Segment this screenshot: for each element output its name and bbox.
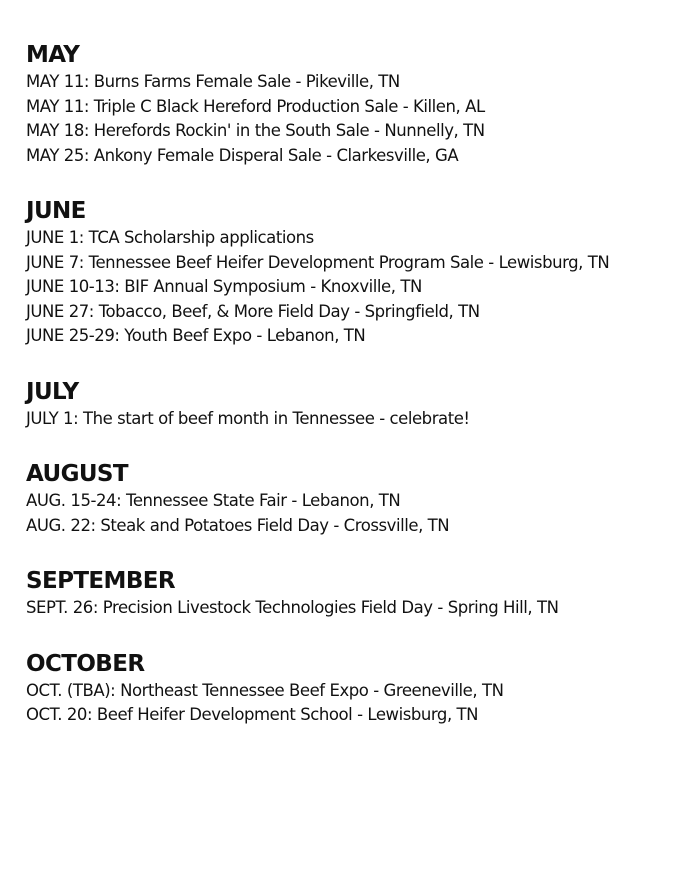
month-section-july [26,377,678,432]
month-heading: MAY [26,42,80,68]
month-heading: JUNE [26,198,86,224]
event-list [26,407,678,432]
event-item: OCT. (TBA): Northeast Tennessee Beef Expo - Greeneville, TN [26,680,504,700]
month-heading: AUGUST [26,461,128,487]
event-list [26,596,678,621]
event-item: JUNE 1: TCA Scholarship applications [26,228,314,247]
event-item: MAY 11: Burns Farms Female Sale - Pikeville, TN [26,72,400,91]
month-section-may [26,40,678,168]
event-list [26,70,678,168]
month-heading: OCTOBER [26,650,145,677]
event-item: JUNE 7: Tennessee Beef Heifer Development Program Sale - Lewisburg, TN [26,252,610,272]
event-item: JUNE 27: Tobacco, Beef, & More Field Day - Springfield, TN [26,301,480,321]
event-list [26,679,678,728]
month-section-september [26,566,678,621]
event-item: MAY 18: Herefords Rockin' in the South Sale - Nunnelly, TN [26,121,485,140]
event-item: MAY 11: Triple C Black Hereford Production Sale - Killen, AL [26,96,485,116]
event-list [26,226,678,349]
month-heading: JULY [26,378,79,405]
event-item: MAY 25: Ankony Female Disperal Sale - Clarkesville, GA [26,145,459,165]
events-calendar [26,40,678,728]
event-item: OCT. 20: Beef Heifer Development School - Lewisburg, TN [26,705,479,724]
event-item: AUG. 15-24: Tennessee State Fair - Lebanon, TN [26,491,401,510]
event-item: AUG. 22: Steak and Potatoes Field Day - Crossville, TN [26,515,450,535]
event-item: JULY 1: The start of beef month in Tennessee - celebrate! [26,408,470,428]
month-section-august [26,459,678,538]
month-heading: SEPTEMBER [26,568,175,594]
month-section-october [26,649,678,728]
month-section-june [26,196,678,349]
event-item: SEPT. 26: Precision Livestock Technologies Field Day - Spring Hill, TN [26,598,559,617]
event-item: JUNE 25-29: Youth Beef Expo - Lebanon, TN [26,326,366,345]
event-list [26,489,678,538]
event-item: JUNE 10-13: BIF Annual Symposium - Knoxville, TN [26,277,422,296]
